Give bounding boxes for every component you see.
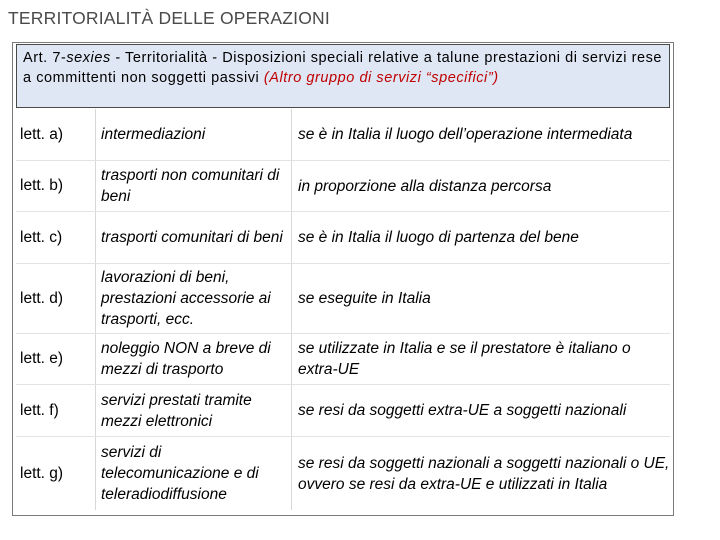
- letter-cell: lett. d): [16, 264, 96, 333]
- rule-cell: se resi da soggetti nazionali a soggetti nazionali o UE, ovvero se resi da extra-UE e utilizzati in Italia: [298, 454, 670, 493]
- service-cell: servizi di telecomunicazione e di teleradiodiffusione: [96, 437, 292, 510]
- service-cell: noleggio NON a breve di mezzi di trasporto: [96, 334, 292, 384]
- table-row: [16, 333, 670, 384]
- letter-cell: lett. f): [16, 385, 96, 436]
- article-header-text: Art. 7-: [23, 50, 67, 66]
- rule-cell: se utilizzate in Italia e se il prestatore è italiano o extra-UE: [298, 340, 631, 378]
- table-row: [16, 436, 670, 510]
- article-header-description: - Territorialità - Disposizioni speciali relative a talune prestazioni di servizi rese a committenti non soggetti passivi: [23, 50, 663, 86]
- article-header-highlight: (Altro gruppo di servizi “specifici”): [263, 70, 499, 86]
- service-cell: lavorazioni di beni, prestazioni accessorie ai trasporti, ecc.: [96, 264, 292, 333]
- rule-cell: se è in Italia il luogo di partenza del bene: [298, 229, 579, 246]
- service-cell: trasporti non comunitari di beni: [96, 161, 292, 211]
- table-row: [16, 384, 670, 436]
- page-title: TERRITORIALITÀ DELLE OPERAZIONI: [8, 8, 330, 28]
- rule-cell: se eseguite in Italia: [298, 290, 431, 307]
- rule-cell: in proporzione alla distanza percorsa: [298, 177, 552, 195]
- content-frame: [12, 42, 674, 516]
- letter-cell: lett. a): [16, 109, 96, 160]
- service-cell: intermediazioni: [96, 109, 292, 160]
- services-table: [16, 109, 670, 510]
- letter-cell: lett. g): [16, 437, 96, 510]
- service-cell: servizi prestati tramite mezzi elettronici: [96, 385, 292, 436]
- article-header-sexies: sexies: [66, 50, 111, 66]
- letter-cell: lett. e): [16, 334, 96, 384]
- table-row: [16, 160, 670, 211]
- table-row: [16, 211, 670, 263]
- rule-cell: se è in Italia il luogo dell’operazione intermediata: [298, 126, 633, 143]
- table-row: [16, 109, 670, 160]
- letter-cell: lett. c): [16, 212, 96, 263]
- article-header: [16, 44, 670, 108]
- letter-cell: lett. b): [16, 161, 96, 211]
- service-cell: trasporti comunitari di beni: [96, 212, 292, 263]
- rule-cell: se resi da soggetti extra-UE a soggetti nazionali: [298, 402, 627, 419]
- table-row: [16, 263, 670, 333]
